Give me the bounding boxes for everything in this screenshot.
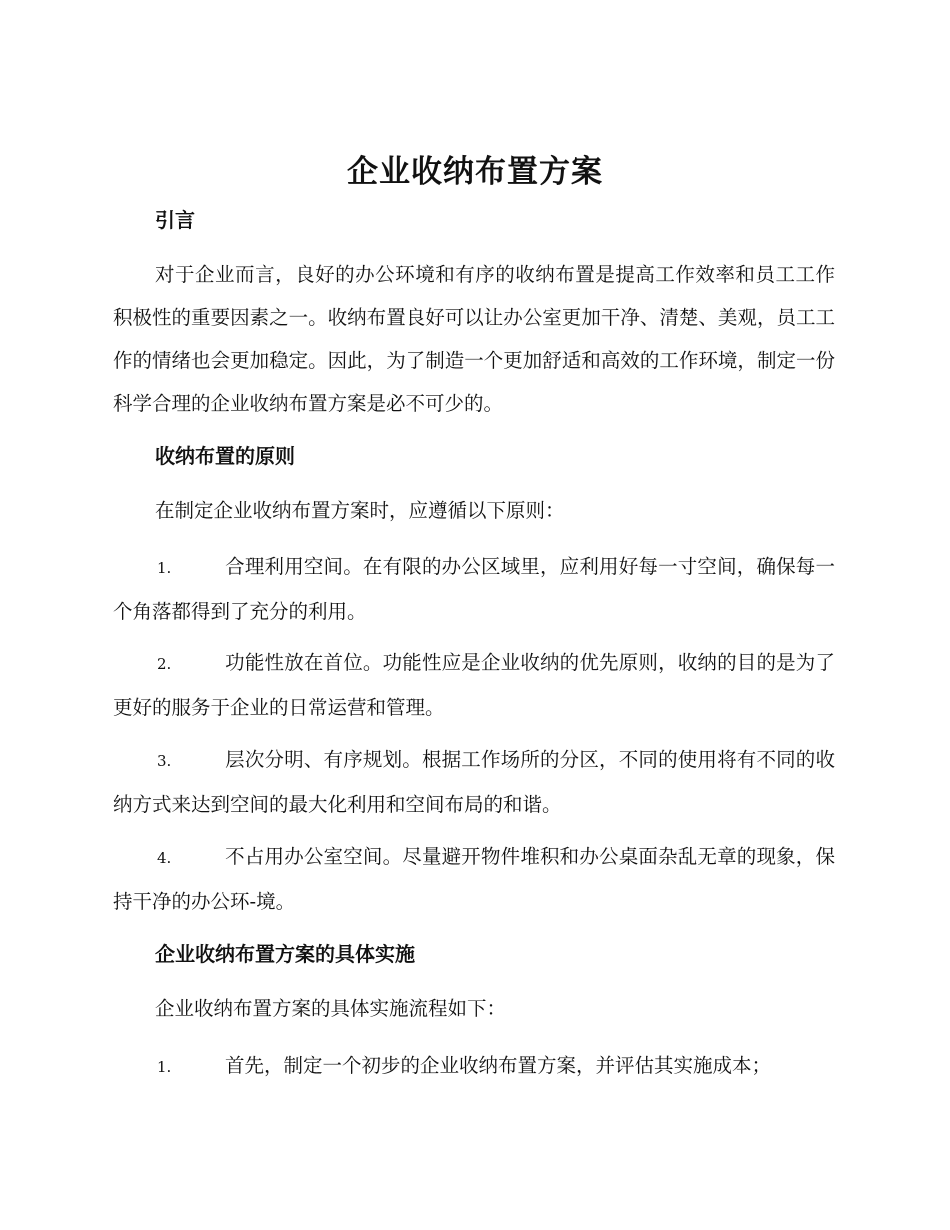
- list-item-number: 1.: [157, 559, 172, 577]
- principle-list-item: [113, 835, 835, 923]
- list-item-number: 2.: [157, 655, 172, 673]
- list-item-text: 首先，制定一个初步的企业收纳布置方案，并评估其实施成本；: [225, 1054, 772, 1077]
- implementation-intro-paragraph: 企业收纳布置方案的具体实施流程如下：: [155, 997, 507, 1020]
- principle-list-item: [113, 738, 835, 826]
- list-item-text: 合理利用空间。在有限的办公区域里，应利用好每一寸空间，确保每一个角落都得到了充分的利用。: [113, 555, 835, 623]
- section-heading-intro: 引言: [155, 208, 195, 232]
- intro-paragraph: 对于企业而言，良好的办公环境和有序的收纳布置是提高工作效率和员工工作积极性的重要因素之一。收纳布置良好可以让办公室更加干净、清楚、美观，员工工作的情绪也会更加稳定。因此，为了制造一个更加舒适和高效的工作环境，制定一份科学合理的企业收纳布置方案是必不可少的。: [113, 263, 835, 415]
- list-item-text: 功能性放在首位。功能性应是企业收纳的优先原则，收纳的目的是为了更好的服务于企业的日常运营和管理。: [113, 651, 835, 719]
- principle-list-item: [113, 545, 835, 633]
- list-item-number: 4.: [157, 849, 172, 867]
- section-heading-implementation: 企业收纳布置方案的具体实施: [155, 942, 415, 966]
- list-item-number: 3.: [157, 752, 172, 770]
- list-item-text: 层次分明、有序规划。根据工作场所的分区，不同的使用将有不同的收纳方式来达到空间的最大化利用和空间布局的和谐。: [113, 748, 835, 816]
- document-title: 企业收纳布置方案: [347, 154, 603, 190]
- implementation-list-item: [113, 1044, 835, 1089]
- list-item-text: 不占用办公室空间。尽量避开物件堆积和办公桌面杂乱无章的现象，保持干净的办公环-境。: [113, 845, 835, 913]
- section-heading-principles: 收纳布置的原则: [155, 444, 295, 468]
- principle-list-item: [113, 641, 835, 729]
- list-item-number: 1.: [157, 1058, 172, 1076]
- principles-intro-paragraph: 在制定企业收纳布置方案时，应遵循以下原则：: [155, 499, 565, 522]
